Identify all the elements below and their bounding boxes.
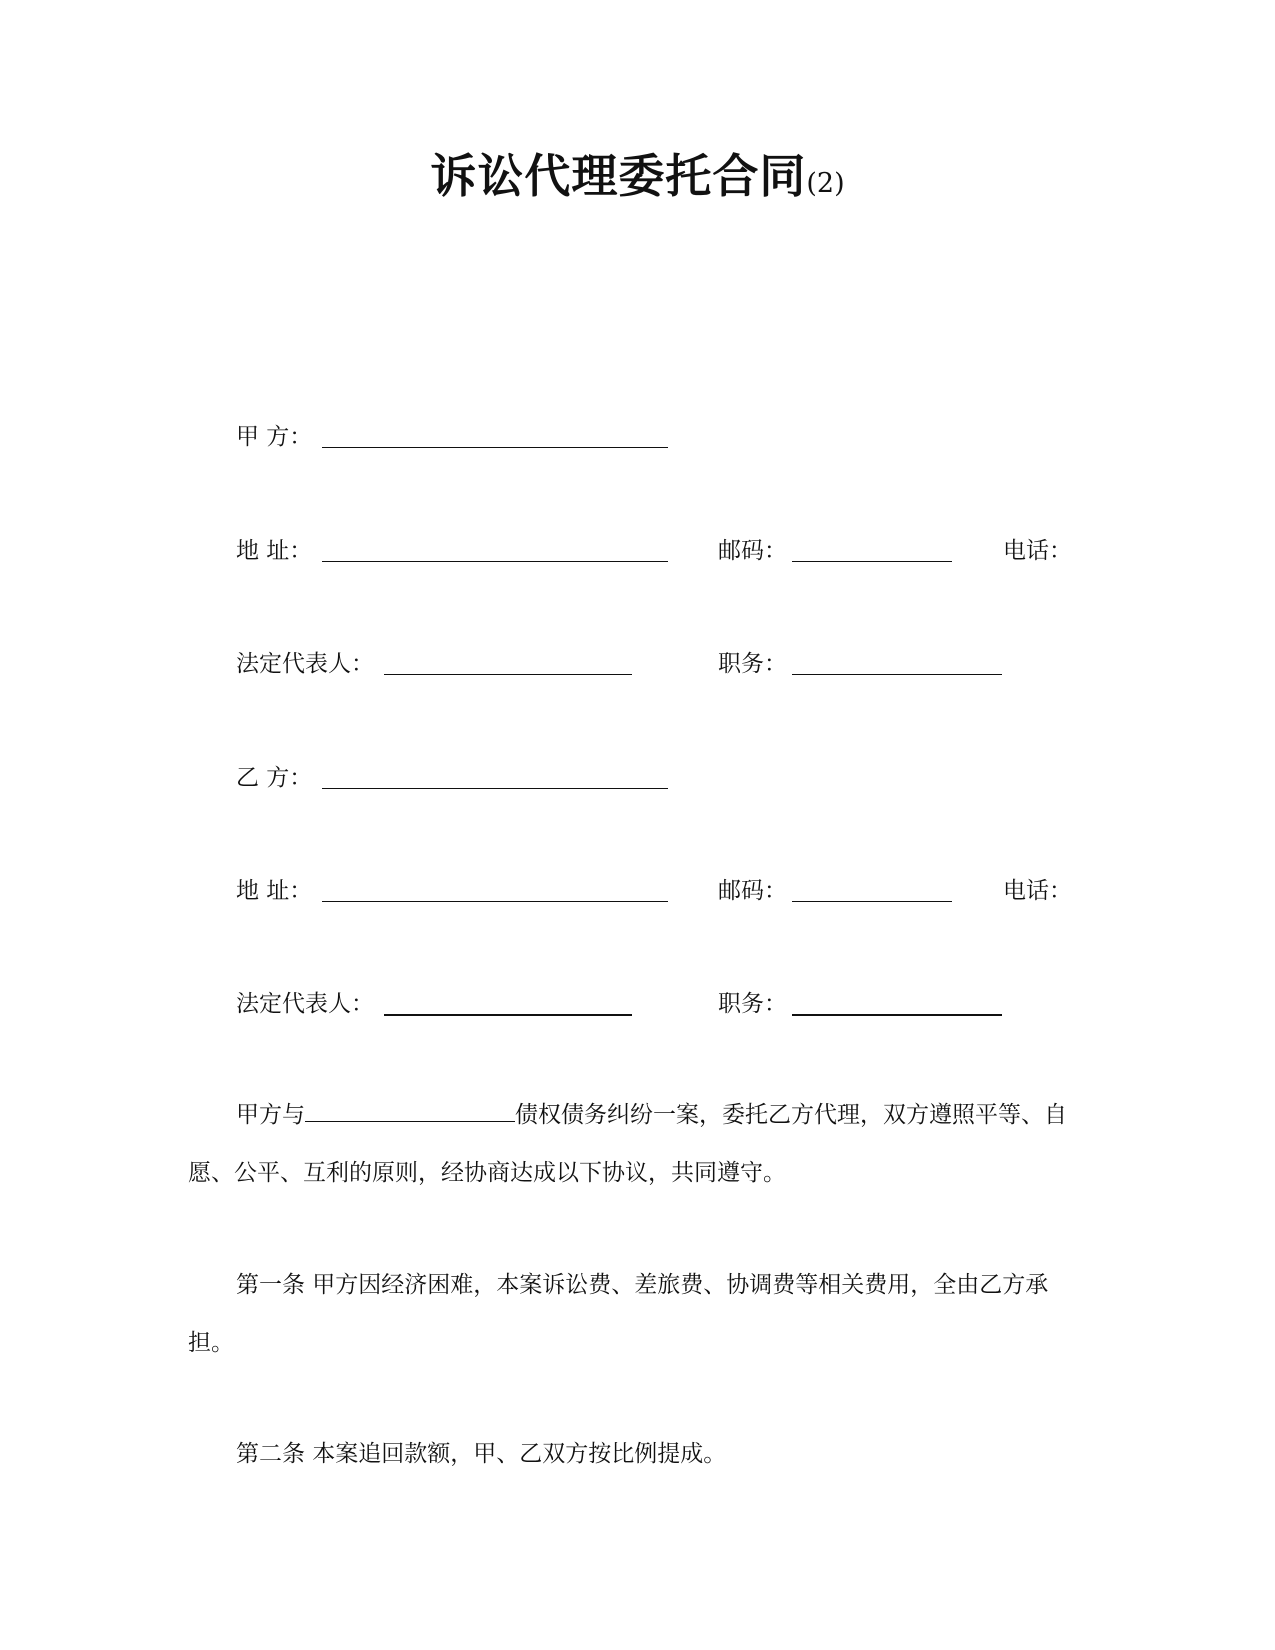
party-b-phone-label: 电话： bbox=[1003, 878, 1072, 904]
party-b-position-field[interactable] bbox=[792, 1014, 1002, 1016]
party-b-position-label: 职务： bbox=[718, 991, 787, 1017]
party-b-rep-label: 法定代表人： bbox=[236, 991, 374, 1017]
party-b-address-field[interactable] bbox=[322, 901, 668, 902]
party-b-postcode-label: 邮码： bbox=[718, 878, 787, 904]
party-a-phone-label: 电话： bbox=[1003, 538, 1072, 564]
party-a-name-field[interactable] bbox=[322, 447, 668, 448]
party-b-name-label: 乙 方： bbox=[236, 765, 313, 791]
party-a-address-label: 地 址： bbox=[236, 538, 313, 564]
article-2: 第二条 本案追回款额，甲、乙双方按比例提成。 bbox=[236, 1441, 727, 1467]
party-a-name-label: 甲 方： bbox=[236, 424, 313, 450]
title-suffix: (2) bbox=[806, 168, 845, 199]
party-a-postcode-label: 邮码： bbox=[718, 538, 787, 564]
party-b-name-field[interactable] bbox=[322, 788, 668, 789]
intro-paragraph bbox=[188, 1086, 1088, 1202]
document-title bbox=[0, 140, 1275, 206]
intro-before: 甲方与 bbox=[236, 1102, 305, 1128]
party-a-rep-field[interactable] bbox=[384, 674, 632, 675]
party-a-rep-label: 法定代表人： bbox=[236, 651, 374, 677]
party-b-postcode-field[interactable] bbox=[792, 901, 952, 902]
article-1: 第一条 甲方因经济困难，本案诉讼费、差旅费、协调费等相关费用，全由乙方承担。 bbox=[188, 1272, 1049, 1356]
party-a-position-label: 职务： bbox=[718, 651, 787, 677]
party-b-rep-field[interactable] bbox=[384, 1014, 632, 1016]
intro-after: 债权债务纠纷一案，委托乙方代理，双方遵照平等、自愿、公平、互利的原则，经协商达成以下协议，共同遵守。 bbox=[188, 1102, 1067, 1186]
party-b-address-label: 地 址： bbox=[236, 878, 313, 904]
party-a-postcode-field[interactable] bbox=[792, 561, 952, 562]
party-a-position-field[interactable] bbox=[792, 674, 1002, 675]
title-main: 诉讼代理委托合同 bbox=[430, 149, 807, 203]
party-a-address-field[interactable] bbox=[322, 561, 668, 562]
intro-counterparty-field[interactable] bbox=[305, 1099, 515, 1122]
